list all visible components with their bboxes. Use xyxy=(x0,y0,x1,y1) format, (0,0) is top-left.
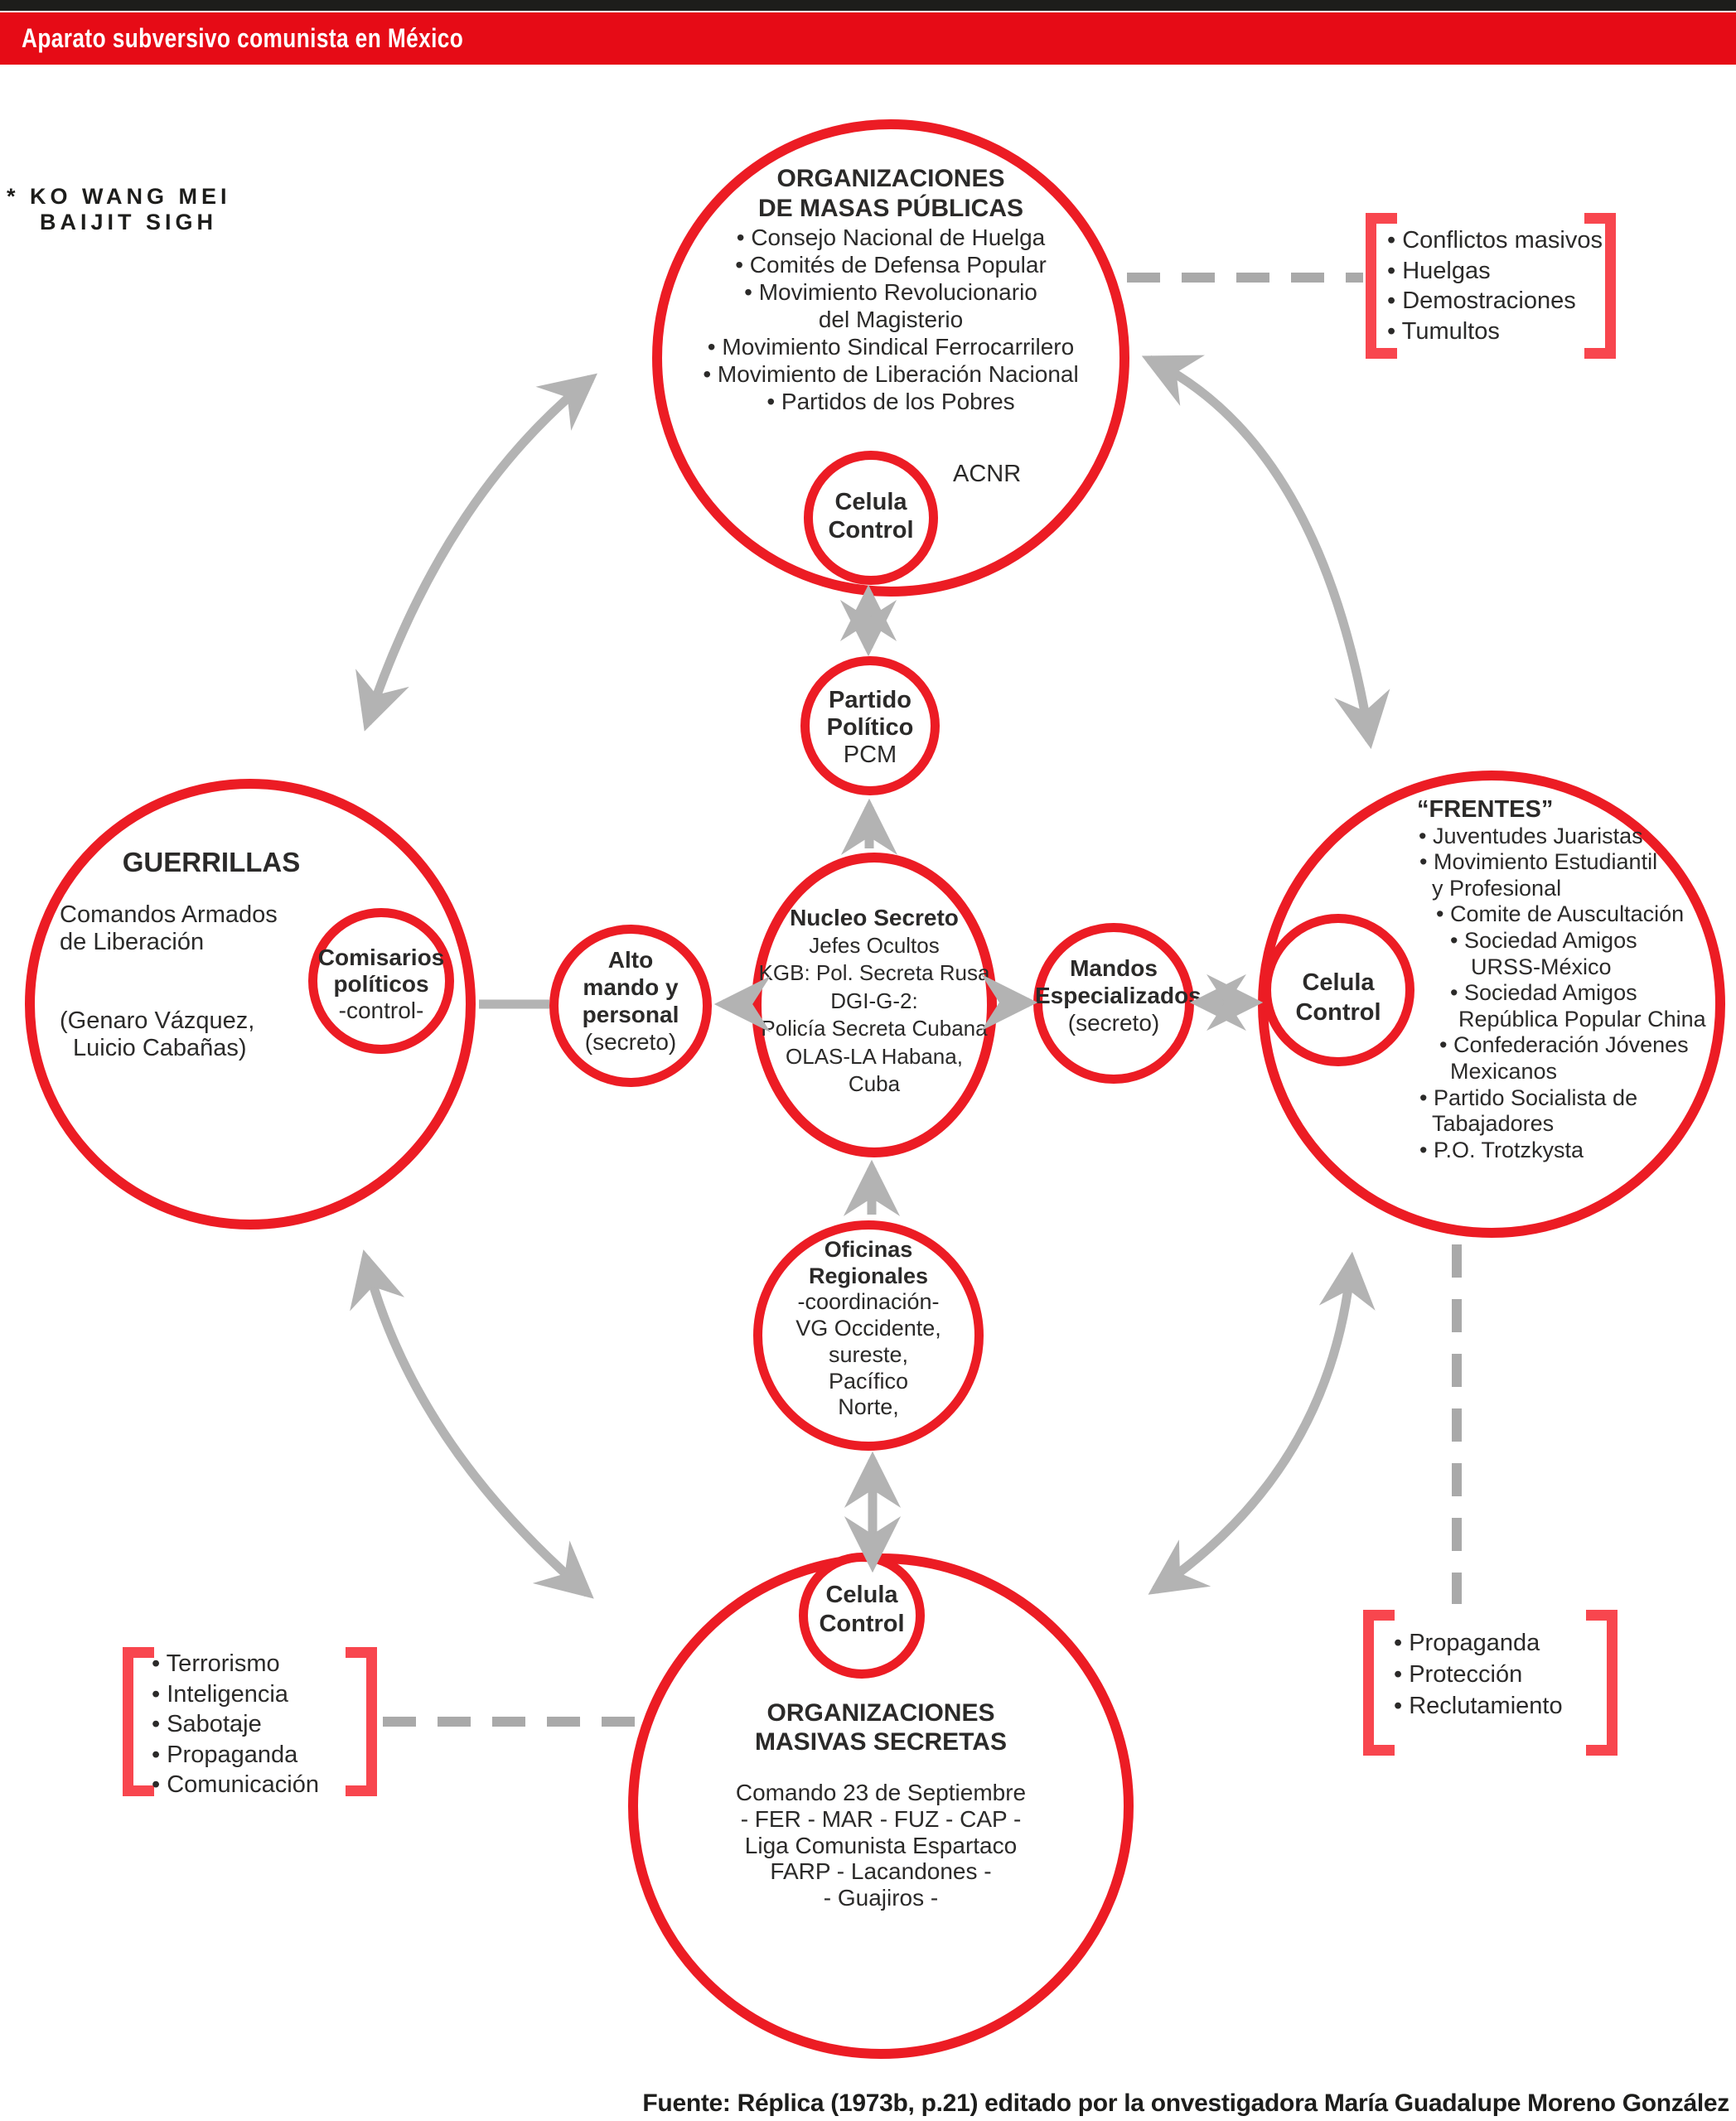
oficinas-text xyxy=(753,1237,984,1421)
alto-mando-text xyxy=(549,946,712,1056)
alto-line: mando y xyxy=(583,974,679,1000)
guerrillas-line: (Genaro Vázquez, xyxy=(60,1007,255,1034)
list-item: • Tumultos xyxy=(1387,317,1500,345)
celula-line: Celula xyxy=(825,1582,898,1608)
spacer xyxy=(641,1756,1121,1780)
alto-line: Alto xyxy=(607,947,654,973)
celula-line: Celula xyxy=(834,489,907,515)
frentes-line: • P.O. Trotzkysta xyxy=(1419,1137,1584,1162)
bracket-left-icon xyxy=(1363,1610,1395,1756)
page-title: Aparato subversivo comunista en México xyxy=(22,23,464,53)
list-item: • Demostraciones xyxy=(1387,287,1576,314)
guerrillas-text-2 xyxy=(60,1007,254,1062)
masas-title-line2: DE MASAS PÚBLICAS xyxy=(757,195,1024,222)
nucleo-secreto-text xyxy=(750,904,999,1099)
acnr-label: ACNR xyxy=(953,461,1022,487)
list-item: • Terrorismo xyxy=(152,1650,280,1677)
frentes-line: • Partido Socialista de xyxy=(1419,1085,1638,1110)
list-item: - FER - MAR - FUZ - CAP - xyxy=(740,1805,1022,1832)
oficinas-line: Norte, xyxy=(838,1394,899,1420)
oficinas-line: Oficinas xyxy=(824,1237,913,1262)
celula-line: Control xyxy=(819,1611,905,1637)
masas-publicas-text xyxy=(652,164,1129,415)
celula-control-right-text xyxy=(1270,968,1406,1027)
oficinas-line: Regionales xyxy=(808,1263,929,1288)
list-item: Liga Comunista Espartaco xyxy=(744,1832,1018,1858)
list-item: • Movimiento de Liberación Nacional xyxy=(703,361,1079,387)
list-item: • Inteligencia xyxy=(152,1680,288,1708)
mandos-text xyxy=(1035,954,1202,1036)
arrow-guerrillas-masas xyxy=(367,379,591,723)
masas-title-line1: ORGANIZACIONES xyxy=(776,165,1005,192)
list-item: • Huelgas xyxy=(1387,257,1491,284)
margin-note xyxy=(7,184,231,235)
arrow-guerrillas-secretas xyxy=(365,1258,588,1593)
top-black-bar xyxy=(0,0,1736,11)
comisarios-text xyxy=(310,945,452,1024)
nucleo-line: Cuba xyxy=(848,1071,901,1096)
nucleo-line: Policía Secreta Cubana xyxy=(761,1016,988,1041)
frentes-line: • Movimiento Estudiantil xyxy=(1419,849,1658,875)
arrow-masas-frentes xyxy=(1149,360,1370,741)
partido-politico-text xyxy=(801,687,939,769)
list-item: • Partidos de los Pobres xyxy=(766,389,1015,414)
nucleo-line: Jefes Ocultos xyxy=(809,932,940,958)
arrow-frentes-secretas xyxy=(1155,1260,1352,1590)
partido-line: Político xyxy=(826,714,914,741)
list-item: • Propaganda xyxy=(152,1741,298,1768)
frentes-line: Mexicanos xyxy=(1450,1058,1558,1084)
list-item: Comando 23 de Septiembre xyxy=(735,1780,1027,1805)
nucleo-line: OLAS-LA Habana, xyxy=(786,1043,963,1069)
guerrillas-title: GUERRILLAS xyxy=(122,847,301,877)
frentes-text xyxy=(1417,797,1706,1163)
partido-pcm: PCM xyxy=(843,742,897,768)
list-item: • Comunicación xyxy=(152,1771,319,1798)
list-item: • Sabotaje xyxy=(152,1711,262,1737)
frentes-line: • Sociedad Amigos xyxy=(1450,927,1637,953)
oficinas-line: Pacífico xyxy=(828,1368,909,1394)
nucleo-title: Nucleo Secreto xyxy=(790,905,959,930)
partido-line: Partido xyxy=(829,687,912,713)
frentes-line: • Sociedad Amigos xyxy=(1450,980,1637,1006)
oficinas-line: -coordinación- xyxy=(797,1289,940,1315)
oficinas-line: sureste, xyxy=(828,1341,909,1367)
secretas-title-line2: MASIVAS SECRETAS xyxy=(755,1728,1007,1756)
nucleo-line: KGB: Pol. Secreta Rusa xyxy=(758,960,990,985)
frentes-line: República Popular China xyxy=(1458,1006,1706,1032)
list-item: • Propaganda xyxy=(1394,1630,1540,1656)
guerrillas-text-1 xyxy=(60,901,278,956)
list-item: FARP - Lacandones - xyxy=(770,1858,992,1885)
list-item: del Magisterio xyxy=(818,307,964,332)
frentes-line: • Comite de Auscultación xyxy=(1436,901,1685,927)
bracket-right-icon xyxy=(346,1647,377,1796)
frentes-line: Tabajadores xyxy=(1432,1111,1555,1137)
guerrillas-line: Comandos Armados xyxy=(60,901,278,928)
list-item: • Protección xyxy=(1394,1661,1523,1688)
celula-line: Control xyxy=(828,517,914,544)
bracket-right-icon xyxy=(1586,1610,1618,1756)
list-item: - Guajiros - xyxy=(823,1885,939,1911)
frentes-line: • Juventudes Juaristas xyxy=(1419,823,1643,848)
list-item: • Movimiento Sindical Ferrocarrilero xyxy=(707,334,1075,360)
celula-line: Celula xyxy=(1302,969,1375,996)
list-item: • Conflictos masivos xyxy=(1387,227,1603,254)
frentes-line: y Profesional xyxy=(1432,875,1562,901)
secretas-title-line1: ORGANIZACIONES xyxy=(766,1699,995,1727)
list-item: • Consejo Nacional de Huelga xyxy=(736,225,1046,250)
celula-control-top-text xyxy=(805,488,937,544)
bracket-bottom-left-list xyxy=(152,1649,319,1800)
nucleo-line: DGI-G-2: xyxy=(830,988,918,1013)
comisarios-line: Comisarios xyxy=(317,945,445,970)
guerrillas-line: de Liberación xyxy=(60,929,205,955)
list-item: • Movimiento Revolucionario xyxy=(744,279,1037,305)
mandos-line: Especializados xyxy=(1035,983,1202,1008)
oficinas-line: VG Occidente, xyxy=(795,1316,941,1341)
frentes-line: URSS-México xyxy=(1471,954,1612,979)
alto-line: personal xyxy=(582,1002,679,1027)
celula-line: Control xyxy=(1295,999,1381,1026)
frentes-title: “FRENTES” xyxy=(1417,796,1554,823)
comisarios-line: políticos xyxy=(333,971,429,997)
margin-note-line2: BAIJIT SIGH xyxy=(40,210,218,234)
celula-control-bottom-text xyxy=(799,1581,925,1639)
source-caption: Fuente: Réplica (1973b, p.21) editado por la onvestigadora María Guadalupe Moreno González xyxy=(642,2090,1729,2117)
list-item: • Reclutamiento xyxy=(1394,1693,1563,1719)
bracket-top-right-list xyxy=(1387,225,1603,346)
mandos-line: (secreto) xyxy=(1067,1010,1160,1036)
alto-line: (secreto) xyxy=(584,1029,677,1055)
margin-note-line1: * KO WANG MEI xyxy=(7,184,231,209)
frentes-line: • Confederación Jóvenes xyxy=(1439,1032,1689,1058)
masivas-secretas-text xyxy=(641,1698,1121,1911)
list-item: • Comités de Defensa Popular xyxy=(735,252,1047,278)
comisarios-line: -control- xyxy=(338,998,424,1023)
bracket-bottom-right-list xyxy=(1394,1627,1563,1722)
mandos-line: Mandos xyxy=(1070,955,1158,981)
bracket-left-icon xyxy=(123,1647,154,1796)
guerrillas-line: Luicio Cabañas) xyxy=(73,1035,247,1061)
